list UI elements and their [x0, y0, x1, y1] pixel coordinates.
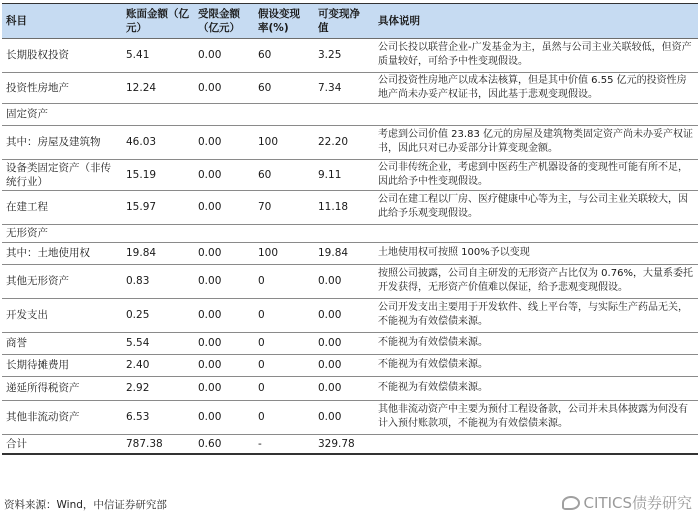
- row-restricted: 0.00: [194, 400, 254, 434]
- table-row: [2, 159, 698, 190]
- header-item: 科目: [2, 4, 122, 38]
- row-name: 长期待摊费用: [2, 354, 122, 376]
- row-net-value: 22.20: [314, 125, 374, 159]
- row-net-value: 0.00: [314, 376, 374, 400]
- row-book-value: 787.38: [122, 434, 194, 454]
- row-book-value: 15.97: [122, 190, 194, 224]
- row-book-value: 0.83: [122, 264, 194, 298]
- table-row: [2, 434, 698, 454]
- row-book-value: 12.24: [122, 72, 194, 103]
- row-rate: 0: [254, 332, 314, 354]
- row-rate: 60: [254, 159, 314, 190]
- row-rate: 0: [254, 298, 314, 332]
- row-description: 不能视为有效偿债来源。: [374, 332, 698, 354]
- table-row: [2, 400, 698, 434]
- row-rate: 0: [254, 264, 314, 298]
- row-restricted: 0.00: [194, 38, 254, 72]
- row-net-value: 0.00: [314, 332, 374, 354]
- row-net-value: [314, 224, 374, 242]
- row-net-value: 11.18: [314, 190, 374, 224]
- row-restricted: 0.00: [194, 190, 254, 224]
- row-name: 固定资产: [2, 103, 122, 125]
- row-book-value: 46.03: [122, 125, 194, 159]
- row-book-value: 19.84: [122, 242, 194, 264]
- row-description: [374, 103, 698, 125]
- row-restricted: 0.00: [194, 354, 254, 376]
- row-description: [374, 224, 698, 242]
- row-description: 公司非传统企业，考虑到中医药生产机器设备的变现性可能有所不足，因此给予中性变现假设。: [374, 159, 698, 190]
- row-restricted: 0.00: [194, 298, 254, 332]
- row-description: [374, 434, 698, 454]
- row-rate: 60: [254, 38, 314, 72]
- row-rate: 0: [254, 354, 314, 376]
- header-net-value: 可变现净值: [314, 4, 374, 38]
- row-description: 考虑到公司价值 23.83 亿元的房屋及建筑物类固定资产尚未办妥产权证书，因此只对已办妥部分计算变现金额。: [374, 125, 698, 159]
- row-description: 按照公司披露，公司自主研发的无形资产占比仅为 0.76%，大量系委托开发获得，无形资产价值难以保证，给予悲观变现假设。: [374, 264, 698, 298]
- row-name: 在建工程: [2, 190, 122, 224]
- row-name: 其他无形资产: [2, 264, 122, 298]
- table-row: [2, 242, 698, 264]
- row-rate: 0: [254, 376, 314, 400]
- row-rate: [254, 103, 314, 125]
- header-rate: 假设变现率(%): [254, 4, 314, 38]
- row-net-value: 0.00: [314, 400, 374, 434]
- asset-liquidation-table: [2, 4, 698, 455]
- row-net-value: 329.78: [314, 434, 374, 454]
- row-book-value: 5.41: [122, 38, 194, 72]
- row-net-value: 0.00: [314, 264, 374, 298]
- row-rate: 0: [254, 400, 314, 434]
- row-book-value: 0.25: [122, 298, 194, 332]
- row-restricted: 0.00: [194, 242, 254, 264]
- row-restricted: 0.00: [194, 159, 254, 190]
- row-net-value: 7.34: [314, 72, 374, 103]
- row-description: 公司长投以联营企业-广发基金为主，虽然与公司主业关联较低，但资产质量较好，可给予中性变现假设。: [374, 38, 698, 72]
- row-rate: 100: [254, 125, 314, 159]
- row-name: 其中：房屋及建筑物: [2, 125, 122, 159]
- source-note: 资料来源：Wind，中信证券研究部: [4, 499, 167, 511]
- row-book-value: [122, 224, 194, 242]
- row-book-value: 6.53: [122, 400, 194, 434]
- row-description: 其他非流动资产中主要为预付工程设备款，公司并未具体披露为何没有计入预付账款项，不能视为有效偿债来源。: [374, 400, 698, 434]
- watermark: [562, 492, 692, 513]
- row-name: 合计: [2, 434, 122, 454]
- row-name: 商誉: [2, 332, 122, 354]
- row-restricted: [194, 103, 254, 125]
- header-description: 具体说明: [374, 4, 698, 38]
- table-row: [2, 264, 698, 298]
- table-row: [2, 72, 698, 103]
- row-name: 无形资产: [2, 224, 122, 242]
- row-name: 开发支出: [2, 298, 122, 332]
- row-restricted: 0.00: [194, 376, 254, 400]
- table-row: [2, 103, 698, 125]
- row-name: 其中：土地使用权: [2, 242, 122, 264]
- row-description: 不能视为有效偿债来源。: [374, 354, 698, 376]
- table-header-row: [2, 4, 698, 38]
- row-book-value: 2.40: [122, 354, 194, 376]
- row-rate: 70: [254, 190, 314, 224]
- row-book-value: [122, 103, 194, 125]
- row-rate: -: [254, 434, 314, 454]
- row-net-value: 0.00: [314, 298, 374, 332]
- row-restricted: 0.00: [194, 72, 254, 103]
- row-name: 长期股权投资: [2, 38, 122, 72]
- header-book-value: 账面金额（亿元）: [122, 4, 194, 38]
- row-restricted: [194, 224, 254, 242]
- row-rate: 60: [254, 72, 314, 103]
- header-restricted: 受限金额（亿元）: [194, 4, 254, 38]
- row-name: 其他非流动资产: [2, 400, 122, 434]
- row-description: 公司开发支出主要用于开发软件、线上平台等，与实际生产药品无关，不能视为有效偿债来源。: [374, 298, 698, 332]
- row-book-value: 5.54: [122, 332, 194, 354]
- table-row: [2, 190, 698, 224]
- row-name: 递延所得税资产: [2, 376, 122, 400]
- row-book-value: 2.92: [122, 376, 194, 400]
- table-row: [2, 376, 698, 400]
- row-net-value: 3.25: [314, 38, 374, 72]
- table-row: [2, 38, 698, 72]
- watermark-text: CITICS债券研究: [583, 494, 692, 512]
- row-description: 公司投资性房地产以成本法核算，但是其中价值 6.55 亿元的投资性房地产尚未办妥产权证书，因此基于悲观变现假设。: [374, 72, 698, 103]
- row-book-value: 15.19: [122, 159, 194, 190]
- row-net-value: [314, 103, 374, 125]
- row-net-value: 9.11: [314, 159, 374, 190]
- row-restricted: 0.00: [194, 264, 254, 298]
- row-net-value: 0.00: [314, 354, 374, 376]
- row-restricted: 0.00: [194, 332, 254, 354]
- row-rate: [254, 224, 314, 242]
- row-description: 公司在建工程以厂房、医疗健康中心等为主，与公司主业关联较大，因此给予乐观变现假设。: [374, 190, 698, 224]
- row-restricted: 0.60: [194, 434, 254, 454]
- table-row: [2, 224, 698, 242]
- wechat-icon: [562, 496, 580, 510]
- row-net-value: 19.84: [314, 242, 374, 264]
- row-name: 设备类固定资产（非传统行业）: [2, 159, 122, 190]
- row-description: 土地使用权可按照 100%予以变现: [374, 242, 698, 264]
- row-name: 投资性房地产: [2, 72, 122, 103]
- table-row: [2, 298, 698, 332]
- table-row: [2, 332, 698, 354]
- row-description: 不能视为有效偿债来源。: [374, 376, 698, 400]
- table-row: [2, 125, 698, 159]
- row-rate: 100: [254, 242, 314, 264]
- row-restricted: 0.00: [194, 125, 254, 159]
- table-row: [2, 354, 698, 376]
